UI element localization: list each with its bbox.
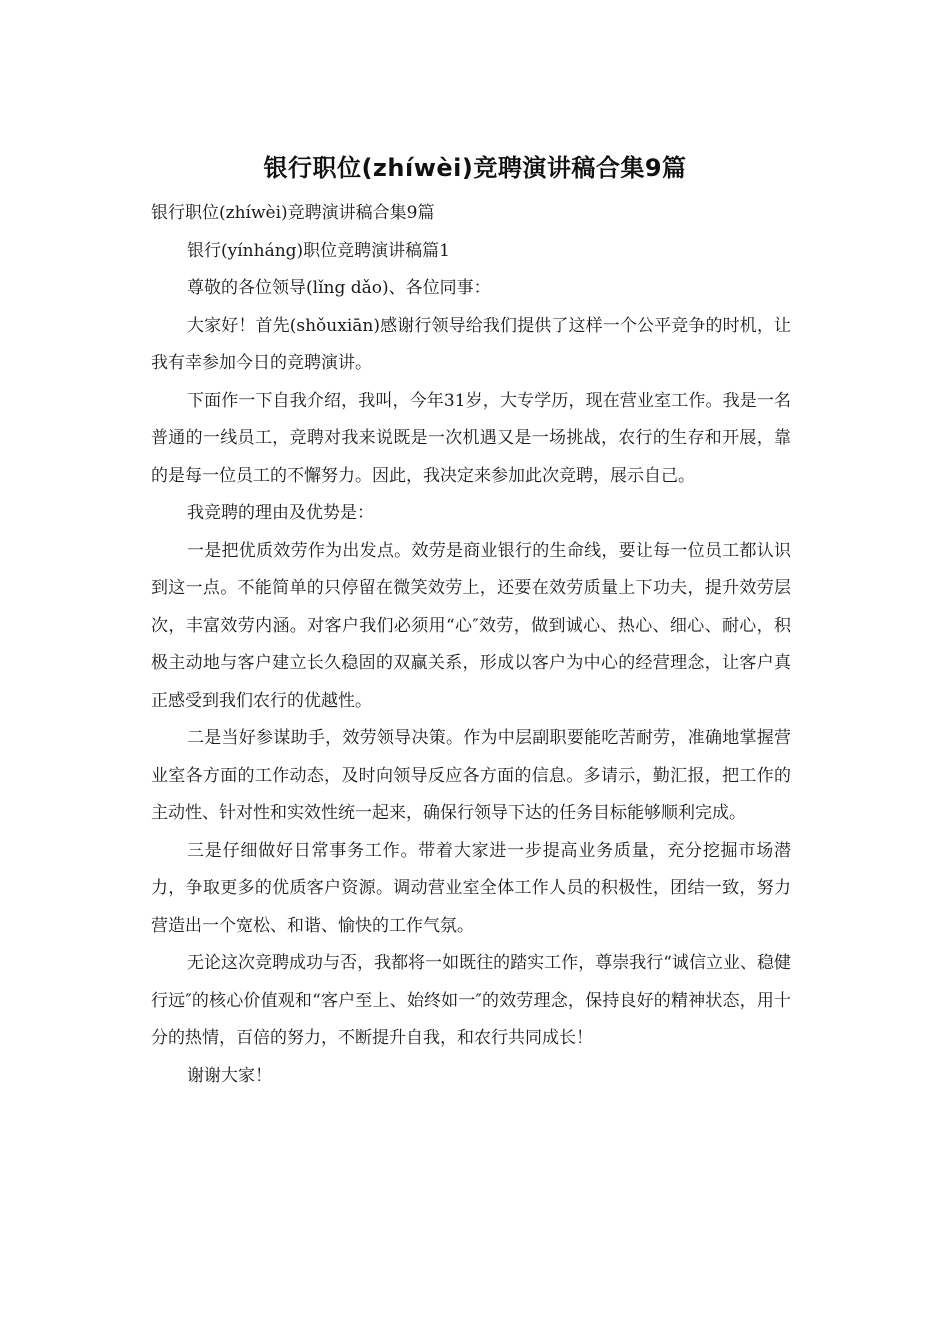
paragraph-thanks: 谢谢大家！ bbox=[187, 1065, 272, 1086]
document-body bbox=[151, 195, 791, 1095]
paragraph-reason-one: 一是把优质效劳作为出发点。效劳是商业银行的生命线，要让每一位员工都认识到这一点。不能简单的只停留在微笑效劳上，还要在效劳质量上下功夫，提升效劳层次，丰富效劳内涵。对客户我们必须用“心″效劳，做到诚心、热心、细心、耐心，积极主动地与客户建立长久稳固的双赢关系，形成以客户为中心的经营理念，让客户真正感受到我们农行的优越性。 bbox=[151, 540, 791, 711]
paragraph-salutation: 尊敬的各位领导(lǐng dǎo)、各位同事： bbox=[187, 278, 491, 298]
paragraph-introduction: 下面作一下自我介绍，我叫，今年31岁，大专学历，现在营业室工作。我是一名普通的一线员工，竞聘对我来说既是一次机遇又是一场挑战，农行的生存和开展，靠的是每一位员工的不懈努力。因此，我决定来参加此次竞聘，展示自己。 bbox=[151, 390, 791, 486]
paragraph-reasons-lead: 我竞聘的理由及优势是： bbox=[187, 503, 374, 523]
paragraph-reason-two: 二是当好参谋助手，效劳领导决策。作为中层副职要能吃苦耐劳，准确地掌握营业室各方面的工作动态，及时向领导反应各方面的信息。多请示，勤汇报，把工作的主动性、针对性和实效性统一起来，确保行领导下达的任务目标能够顺利完成。 bbox=[151, 728, 791, 823]
paragraph-subtitle: 银行职位(zhíwèi)竞聘演讲稿合集9篇 bbox=[151, 203, 435, 223]
paragraph-greeting: 大家好！首先(shǒuxiān)感谢行领导给我们提供了这样一个公平竞争的时机，让我有幸参加今日的竞聘演讲。 bbox=[151, 315, 791, 373]
paragraph-section-heading: 银行(yínháng)职位竞聘演讲稿篇1 bbox=[187, 240, 450, 261]
paragraph-closing: 无论这次竞聘成功与否，我都将一如既往的踏实工作，尊崇我行“诚信立业、稳健行远″的核心价值观和“客户至上、始终如一″的效劳理念，保持良好的精神状态，用十分的热情，百倍的努力，不断提升自我，和农行共同成长！ bbox=[151, 953, 791, 1048]
document-title: 银行职位(zhíwèi)竞聘演讲稿合集9篇 bbox=[263, 154, 687, 182]
paragraph-reason-three: 三是仔细做好日常事务工作。带着大家进一步提高业务质量，充分挖掘市场潜力，争取更多的优质客户资源。调动营业室全体工作人员的积极性，团结一致，努力营造出一个宽松、和谐、愉快的工作气氛。 bbox=[151, 840, 791, 936]
